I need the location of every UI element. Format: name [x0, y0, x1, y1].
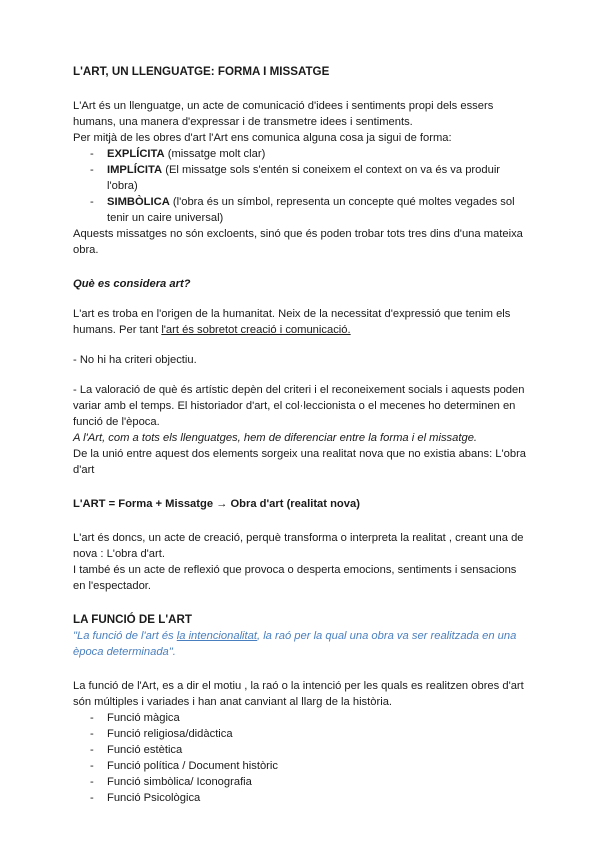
origin-paragraph — [73, 306, 528, 338]
union-paragraph: De la unió entre aquest dos elements sorgeix una realitat nova que no existia abans: L'obra d'art — [73, 448, 527, 476]
form-term: IMPLÍCITA — [107, 164, 163, 176]
function-quote — [73, 628, 528, 660]
intro-paragraph: L'Art és un llenguatge, un acte de comunicació d'idees i sentiments propi dels essers humans, una manera d'expressar i de transmetre idees i sentiments. — [73, 100, 494, 128]
form-desc: (El missatge sols s'entén si coneixem el context on va és va produir l'obra) — [107, 164, 501, 192]
section-title-function: LA FUNCIÓ DE L'ART — [73, 613, 192, 626]
form-desc: (missatge molt clar) — [164, 148, 266, 160]
forms-list — [73, 146, 528, 226]
list-item: - Funció màgica — [73, 710, 528, 726]
question-heading: Què es considera art? — [73, 278, 191, 290]
list-item: - Funció política / Document històric — [73, 758, 528, 774]
quote-post: , la raó per la qual una obra va ser realitzada en una època determinada". — [73, 630, 517, 658]
functions-list — [73, 710, 528, 806]
list-item: - Funció simbòlica/ Iconografia — [73, 774, 528, 790]
form-term: EXPLÍCITA — [107, 148, 165, 160]
list-item: - Funció Psicològica — [73, 790, 528, 806]
intentionality-link[interactable]: la intencionalitat — [176, 630, 257, 642]
list-item: - Funció estètica — [73, 742, 528, 758]
creation-paragraph: L'art és doncs, un acte de creació, perquè transforma o interpreta la realitat , creant una de nova : L'obra d'art. — [73, 532, 524, 560]
list-item — [73, 146, 528, 162]
valuation-paragraph: - La valoració de què és artístic depèn del criteri i el reconeixement socials i aquests poden variar amb el temps. El historiador d'art, el col·leccionista o el mecenes ho determinen en funció de l'època. — [73, 384, 525, 428]
origin-underlined: l'art és sobretot creació i comunicació. — [161, 324, 351, 336]
origin-text: L'art es troba en l'origen de la humanitat. Neix de la necessitat d'expressió que tenim els humans. Per tant — [73, 308, 511, 336]
intro-forms-lead: Per mitjà de les obres d'art l'Art ens comunica alguna cosa ja sigui de forma: — [73, 132, 452, 144]
no-criteria-line: - No hi ha criteri objectiu. — [73, 354, 197, 366]
formula-line: L'ART = Forma + Missatge → Obra d'art (realitat nova) — [73, 498, 360, 510]
form-message-italic: A l'Art, com a tots els llenguatges, hem de diferenciar entre la forma i el missatge. — [73, 432, 478, 444]
function-intro: La funció de l'Art, es a dir el motiu , la raó o la intenció per les quals es realitzen obres d'art són múltiples i variades i han anat canviant al llarg de la història. — [73, 680, 524, 708]
form-desc: (l'obra és un símbol, representa un concepte qué moltes vegades sol tenir un caire universal) — [107, 196, 515, 224]
document-page — [73, 64, 528, 806]
document-title: L'ART, UN LLENGUATGE: FORMA I MISSATGE — [73, 65, 330, 78]
reflection-paragraph: I també és un acte de reflexió que provoca o desperta emocions, sentiments i sensacions en l'espectador. — [73, 564, 517, 592]
quote-pre: "La funció de l'art és — [73, 630, 177, 642]
list-item — [73, 194, 528, 226]
list-item — [73, 162, 528, 194]
forms-conclusion: Aquests missatges no són excloents, sinó que és poden trobar tots tres dins d'una mateixa obra. — [73, 228, 523, 256]
list-item: - Funció religiosa/didàctica — [73, 726, 528, 742]
form-term: SIMBÒLICA — [107, 196, 170, 208]
